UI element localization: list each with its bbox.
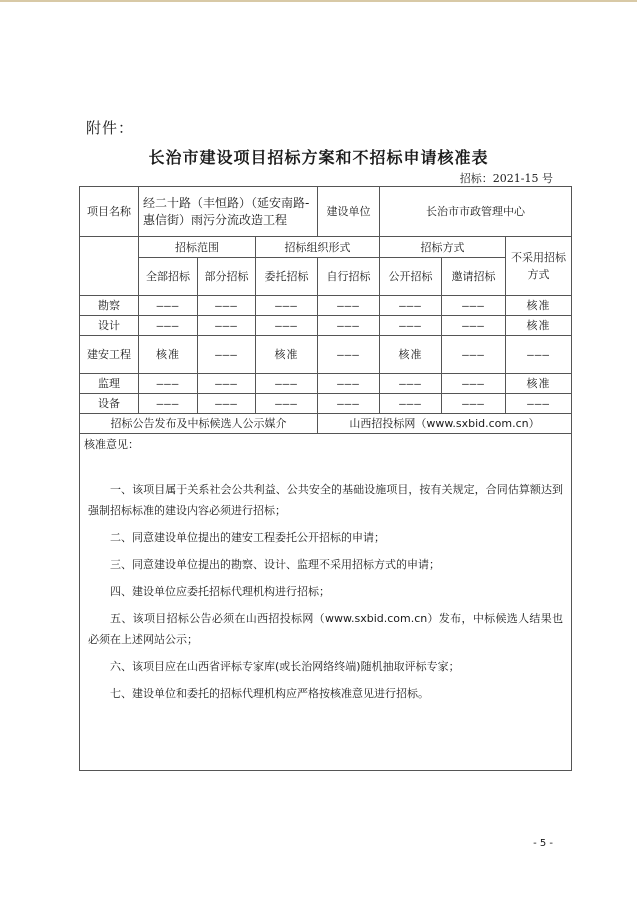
opinion-label: 核准意见：: [84, 438, 139, 451]
table-cell: ———: [256, 316, 318, 336]
table-cell: ———: [442, 336, 506, 374]
sub-header-invited: 邀请招标: [442, 258, 506, 296]
table-cell: ———: [139, 316, 198, 336]
table-cell: ———: [380, 374, 442, 394]
table-row: [80, 336, 572, 374]
opinion-item: 一、该项目属于关系社会公共利益、公共安全的基础设施项目，按有关规定，合同估算额达到强制招标标准的建设内容必须进行招标；: [88, 483, 564, 517]
sub-header-self: 自行招标: [318, 258, 380, 296]
table-cell: ———: [256, 394, 318, 414]
opinion-row: [80, 434, 572, 771]
table-cell: 核准: [506, 374, 572, 394]
table-cell: ———: [506, 394, 572, 414]
construction-unit-label: 建设单位: [318, 187, 380, 237]
approval-form-table: [79, 186, 572, 771]
method-header: 招标方式: [380, 237, 506, 258]
table-cell: ———: [442, 296, 506, 316]
opinion-item: 三、同意建设单位提出的勘察、设计、监理不采用招标方式的申请；: [110, 558, 440, 571]
table-cell: ———: [318, 374, 380, 394]
document-title: 长治市建设项目招标方案和不招标申请核准表: [148, 148, 489, 167]
table-cell: ———: [318, 296, 380, 316]
table-cell: ———: [256, 296, 318, 316]
project-name-label: 项目名称: [80, 187, 139, 237]
table-cell: ———: [506, 336, 572, 374]
media-label: 招标公告发布及中标候选人公示媒介: [80, 414, 318, 434]
organization-header: 招标组织形式: [256, 237, 380, 258]
row-label: 监理: [80, 374, 139, 394]
project-row: [80, 187, 572, 237]
not-adopted-header: 不采用招标方式: [506, 237, 572, 296]
table-cell: ———: [442, 374, 506, 394]
construction-unit: 长治市市政管理中心: [380, 187, 572, 237]
table-cell: ———: [380, 394, 442, 414]
table-cell: 核准: [506, 296, 572, 316]
table-cell: ———: [198, 336, 256, 374]
table-cell: ———: [442, 394, 506, 414]
table-cell: ———: [139, 374, 198, 394]
table-row: [80, 394, 572, 414]
table-cell: ———: [380, 316, 442, 336]
project-name: 经二十路（丰恒路）（延安南路-惠信街）雨污分流改造工程: [139, 187, 318, 237]
sub-header-row: [80, 258, 572, 296]
table-cell: 核准: [506, 316, 572, 336]
blank-header-cell: [80, 237, 139, 296]
table-cell: ———: [256, 374, 318, 394]
table-cell: ———: [139, 296, 198, 316]
opinion-item: 六、该项目应在山西省评标专家库(或长治网络终端)随机抽取评标专家；: [110, 660, 460, 673]
page-number: - 5 -: [533, 838, 553, 849]
table-cell: ———: [380, 296, 442, 316]
row-label: 设计: [80, 316, 139, 336]
table-cell: 核准: [380, 336, 442, 374]
sub-header-entrusted: 委托招标: [256, 258, 318, 296]
table-row: [80, 316, 572, 336]
table-cell: 核准: [139, 336, 198, 374]
table-cell: ———: [198, 316, 256, 336]
sub-header-full: 全部招标: [139, 258, 198, 296]
opinion-item: 四、建设单位应委托招标代理机构进行招标；: [110, 585, 330, 598]
row-label: 勘察: [80, 296, 139, 316]
row-label: 设备: [80, 394, 139, 414]
media-value: 山西招投标网（www.sxbid.com.cn）: [318, 414, 572, 434]
table-cell: ———: [318, 336, 380, 374]
table-cell: 核准: [256, 336, 318, 374]
document-number: 招标：2021-15 号: [459, 172, 553, 185]
scope-header: 招标范围: [139, 237, 256, 258]
top-border-line: [0, 0, 637, 2]
table-cell: ———: [139, 394, 198, 414]
group-header-row: [80, 237, 572, 258]
table-row: [80, 296, 572, 316]
sub-header-open: 公开招标: [380, 258, 442, 296]
table-cell: ———: [198, 374, 256, 394]
sub-header-partial: 部分招标: [198, 258, 256, 296]
table-cell: ———: [318, 394, 380, 414]
table-cell: ———: [442, 316, 506, 336]
opinion-item: 七、建设单位和委托的招标代理机构应严格按核准意见进行招标。: [110, 687, 429, 700]
attachment-label: 附件：: [86, 119, 135, 137]
table-cell: ———: [198, 394, 256, 414]
table-row: [80, 374, 572, 394]
table-cell: ———: [318, 316, 380, 336]
table-cell: ———: [198, 296, 256, 316]
media-row: [80, 414, 572, 434]
row-label: 建安工程: [80, 336, 139, 374]
opinion-item: 五、该项目招标公告必须在山西招投标网（www.sxbid.com.cn）发布，中标候选人结果也必须在上述网站公示；: [88, 612, 564, 646]
opinion-item: 二、同意建设单位提出的建安工程委托公开招标的申请；: [110, 531, 385, 544]
opinion-cell: [80, 434, 572, 771]
